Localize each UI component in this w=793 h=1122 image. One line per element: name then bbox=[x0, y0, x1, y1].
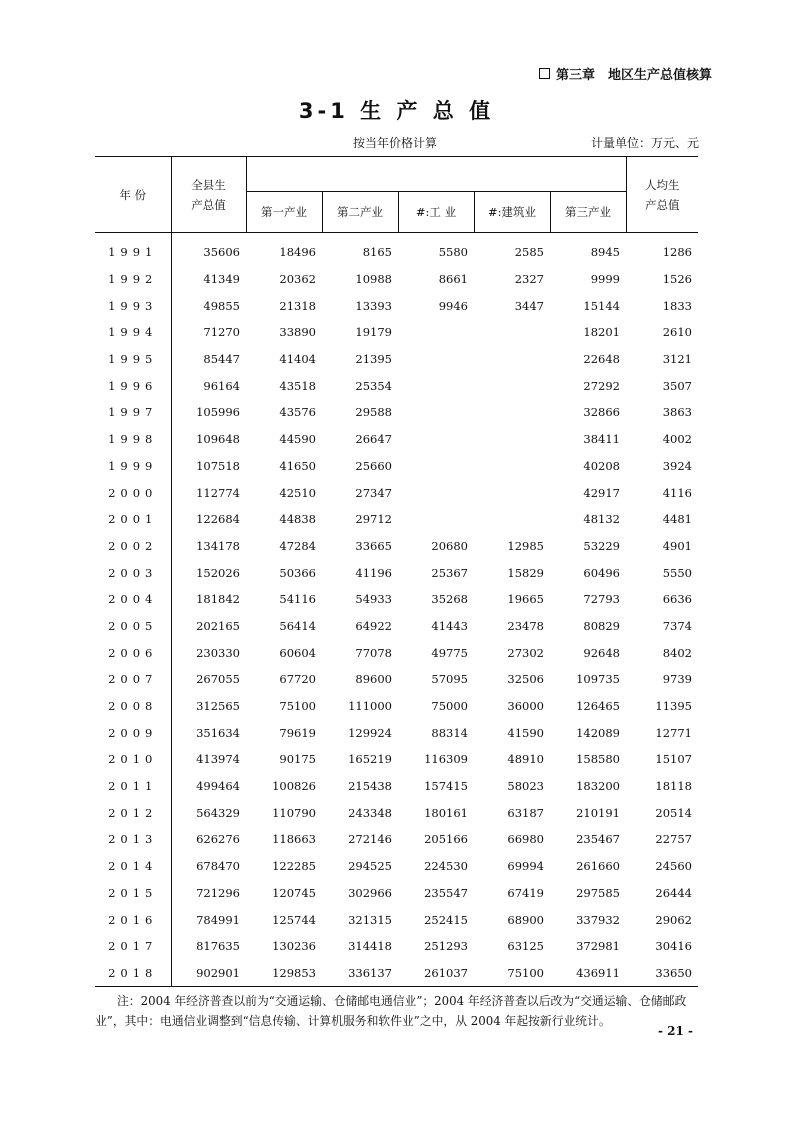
cell-ind bbox=[398, 399, 474, 426]
cell-gdp: 112774 bbox=[196, 485, 240, 500]
cell-ind: 41443 bbox=[431, 618, 468, 633]
cell-p2: 29588 bbox=[355, 405, 392, 420]
cell-year: 2006 bbox=[95, 639, 171, 666]
cell-p1: 100826 bbox=[272, 779, 316, 794]
cell-ind: 5580 bbox=[438, 245, 468, 260]
cell-p2: 294525 bbox=[348, 859, 392, 874]
cell-pc: 3507 bbox=[662, 378, 692, 393]
cell-p2: 13393 bbox=[355, 298, 392, 313]
cell-p2: 8165 bbox=[362, 245, 392, 260]
cell-p2: 165219 bbox=[348, 752, 392, 767]
cell-con: 41590 bbox=[507, 725, 544, 740]
header-percap bbox=[626, 157, 698, 233]
header-year: 年 份 bbox=[95, 157, 171, 233]
cell-year: 2001 bbox=[95, 506, 171, 533]
cell-con: 2327 bbox=[514, 272, 544, 287]
cell-p2: 25354 bbox=[355, 378, 392, 393]
header-primary: 第一产业 bbox=[246, 192, 322, 233]
cell-con bbox=[474, 479, 550, 506]
cell-gdp: 96164 bbox=[203, 378, 240, 393]
header-gdp bbox=[171, 157, 246, 233]
cell-gdp: 784991 bbox=[196, 912, 240, 927]
cell-pc: 12771 bbox=[655, 725, 692, 740]
cell-con: 32506 bbox=[507, 672, 544, 687]
cell-year: 2016 bbox=[95, 906, 171, 933]
cell-p1: 118663 bbox=[272, 832, 316, 847]
cell-p3: 297585 bbox=[576, 885, 620, 900]
cell-pc: 29062 bbox=[655, 912, 692, 927]
cell-year: 2014 bbox=[95, 853, 171, 880]
cell-p2: 314418 bbox=[348, 939, 392, 954]
cell-p2: 321315 bbox=[348, 912, 392, 927]
cell-year: 2007 bbox=[95, 666, 171, 693]
cell-p2: 26647 bbox=[355, 432, 392, 447]
cell-p3: 22648 bbox=[583, 352, 620, 367]
cell-p1: 42510 bbox=[279, 485, 316, 500]
cell-p3: 142089 bbox=[576, 725, 620, 740]
cell-ind: 8661 bbox=[438, 272, 468, 287]
cell-ind: 35268 bbox=[431, 592, 468, 607]
cell-p3: 235467 bbox=[576, 832, 620, 847]
cell-pc: 9739 bbox=[662, 672, 692, 687]
table-row bbox=[95, 960, 698, 987]
cell-con: 58023 bbox=[507, 779, 544, 794]
cell-pc: 4116 bbox=[662, 485, 692, 500]
cell-year: 1996 bbox=[95, 372, 171, 399]
table-row bbox=[95, 372, 698, 399]
cell-p1: 41650 bbox=[279, 458, 316, 473]
cell-p1: 79619 bbox=[279, 725, 316, 740]
cell-gdp: 107518 bbox=[196, 458, 240, 473]
cell-con: 63187 bbox=[507, 805, 544, 820]
cell-p3: 183200 bbox=[576, 779, 620, 794]
cell-con: 68900 bbox=[507, 912, 544, 927]
cell-ind: 205166 bbox=[424, 832, 468, 847]
cell-pc: 20514 bbox=[655, 805, 692, 820]
cell-p2: 77078 bbox=[355, 645, 392, 660]
cell-p2: 215438 bbox=[348, 779, 392, 794]
cell-con: 48910 bbox=[507, 752, 544, 767]
cell-p3: 337932 bbox=[576, 912, 620, 927]
cell-gdp: 678470 bbox=[196, 859, 240, 874]
cell-p3: 48132 bbox=[583, 512, 620, 527]
cell-gdp: 721296 bbox=[196, 885, 240, 900]
table-row bbox=[95, 233, 698, 266]
table-row bbox=[95, 319, 698, 346]
cell-p1: 18496 bbox=[279, 245, 316, 260]
cell-year: 1999 bbox=[95, 453, 171, 480]
cell-p2: 89600 bbox=[355, 672, 392, 687]
cell-ind: 9946 bbox=[438, 298, 468, 313]
cell-year: 2000 bbox=[95, 479, 171, 506]
cell-p3: 109735 bbox=[576, 672, 620, 687]
cell-con: 3447 bbox=[514, 298, 544, 313]
cell-pc: 7374 bbox=[662, 618, 692, 633]
cell-con: 36000 bbox=[507, 699, 544, 714]
cell-year: 2013 bbox=[95, 826, 171, 853]
table-row bbox=[95, 453, 698, 480]
cell-gdp: 267055 bbox=[196, 672, 240, 687]
cell-gdp: 35606 bbox=[203, 245, 240, 260]
cell-con: 75100 bbox=[507, 965, 544, 980]
cell-p2: 302966 bbox=[348, 885, 392, 900]
header-gdp-line1: 全县生 bbox=[191, 177, 226, 192]
header-percap-line1: 人均生 bbox=[645, 177, 680, 192]
cell-p1: 67720 bbox=[279, 672, 316, 687]
cell-con: 27302 bbox=[507, 645, 544, 660]
cell-p1: 110790 bbox=[272, 805, 316, 820]
cell-pc: 4002 bbox=[662, 432, 692, 447]
unit-label: 计量单位：万元、元 bbox=[590, 136, 699, 150]
cell-gdp: 202165 bbox=[196, 618, 240, 633]
cell-p1: 44590 bbox=[279, 432, 316, 447]
cell-p1: 90175 bbox=[279, 752, 316, 767]
cell-p3: 18201 bbox=[583, 325, 620, 340]
cell-con bbox=[474, 319, 550, 346]
cell-p3: 92648 bbox=[583, 645, 620, 660]
cell-p1: 47284 bbox=[279, 538, 316, 553]
cell-p3: 15144 bbox=[583, 298, 620, 313]
table-row bbox=[95, 613, 698, 640]
table-row bbox=[95, 853, 698, 880]
cell-gdp: 902901 bbox=[196, 965, 240, 980]
cell-p1: 44838 bbox=[279, 512, 316, 527]
cell-p1: 60604 bbox=[279, 645, 316, 660]
cell-p1: 75100 bbox=[279, 699, 316, 714]
cell-p1: 41404 bbox=[279, 352, 316, 367]
cell-p2: 272146 bbox=[348, 832, 392, 847]
cell-pc: 26444 bbox=[655, 885, 692, 900]
cell-ind bbox=[398, 319, 474, 346]
cell-p2: 27347 bbox=[355, 485, 392, 500]
cell-year: 2009 bbox=[95, 719, 171, 746]
cell-con bbox=[474, 506, 550, 533]
table-row bbox=[95, 506, 698, 533]
cell-p2: 243348 bbox=[348, 805, 392, 820]
cell-ind: 20680 bbox=[431, 538, 468, 553]
cell-gdp: 105996 bbox=[196, 405, 240, 420]
cell-ind: 180161 bbox=[424, 805, 468, 820]
cell-pc: 4901 bbox=[662, 538, 692, 553]
cell-con bbox=[474, 453, 550, 480]
cell-con: 23478 bbox=[507, 618, 544, 633]
cell-gdp: 499464 bbox=[196, 779, 240, 794]
table-row bbox=[95, 399, 698, 426]
cell-p1: 21318 bbox=[279, 298, 316, 313]
cell-p2: 21395 bbox=[355, 352, 392, 367]
table-row bbox=[95, 719, 698, 746]
cell-pc: 3924 bbox=[662, 458, 692, 473]
cell-year: 1994 bbox=[95, 319, 171, 346]
cell-p3: 158580 bbox=[576, 752, 620, 767]
cell-year: 1992 bbox=[95, 266, 171, 293]
cell-gdp: 181842 bbox=[196, 592, 240, 607]
cell-pc: 1833 bbox=[662, 298, 692, 313]
cell-ind: 261037 bbox=[424, 965, 468, 980]
cell-year: 2008 bbox=[95, 693, 171, 720]
cell-p3: 126465 bbox=[576, 699, 620, 714]
cell-ind bbox=[398, 426, 474, 453]
cell-p3: 53229 bbox=[583, 538, 620, 553]
cell-ind: 251293 bbox=[424, 939, 468, 954]
cell-gdp: 351634 bbox=[196, 725, 240, 740]
cell-ind: 25367 bbox=[431, 565, 468, 580]
table-row bbox=[95, 426, 698, 453]
table-row bbox=[95, 773, 698, 800]
cell-year: 2005 bbox=[95, 613, 171, 640]
cell-pc: 3863 bbox=[662, 405, 692, 420]
table-row bbox=[95, 533, 698, 560]
cell-p1: 122285 bbox=[272, 859, 316, 874]
cell-ind: 57095 bbox=[431, 672, 468, 687]
cell-year: 2003 bbox=[95, 559, 171, 586]
cell-p2: 29712 bbox=[355, 512, 392, 527]
cell-p3: 40208 bbox=[583, 458, 620, 473]
cell-p2: 25660 bbox=[355, 458, 392, 473]
cell-pc: 1526 bbox=[662, 272, 692, 287]
cell-gdp: 85447 bbox=[203, 352, 240, 367]
gdp-table bbox=[95, 156, 698, 987]
cell-p1: 20362 bbox=[279, 272, 316, 287]
header-spacer bbox=[246, 157, 626, 192]
cell-pc: 2610 bbox=[662, 325, 692, 340]
cell-year: 1997 bbox=[95, 399, 171, 426]
cell-pc: 18118 bbox=[655, 779, 692, 794]
cell-p2: 54933 bbox=[355, 592, 392, 607]
cell-gdp: 626276 bbox=[196, 832, 240, 847]
cell-gdp: 122684 bbox=[196, 512, 240, 527]
cell-pc: 24560 bbox=[655, 859, 692, 874]
cell-p1: 125744 bbox=[272, 912, 316, 927]
cell-p1: 54116 bbox=[279, 592, 316, 607]
cell-p2: 336137 bbox=[348, 965, 392, 980]
cell-pc: 33650 bbox=[655, 965, 692, 980]
cell-p3: 372981 bbox=[576, 939, 620, 954]
cell-p3: 72793 bbox=[583, 592, 620, 607]
cell-p3: 38411 bbox=[583, 432, 620, 447]
cell-pc: 3121 bbox=[662, 352, 692, 367]
cell-p3: 42917 bbox=[583, 485, 620, 500]
cell-con bbox=[474, 372, 550, 399]
header-construction: #:建筑业 bbox=[474, 192, 550, 233]
table-row bbox=[95, 639, 698, 666]
table-row bbox=[95, 746, 698, 773]
cell-ind: 116309 bbox=[424, 752, 468, 767]
cell-p2: 41196 bbox=[355, 565, 392, 580]
cell-con: 12985 bbox=[507, 538, 544, 553]
table-subtitle: 按当年价格计算 bbox=[353, 136, 438, 150]
cell-ind: 235547 bbox=[424, 885, 468, 900]
cell-p2: 64922 bbox=[355, 618, 392, 633]
cell-con: 69994 bbox=[507, 859, 544, 874]
cell-pc: 22757 bbox=[655, 832, 692, 847]
header-industry: #:工 业 bbox=[398, 192, 474, 233]
cell-gdp: 312565 bbox=[196, 699, 240, 714]
cell-ind: 88314 bbox=[431, 725, 468, 740]
cell-p2: 10988 bbox=[355, 272, 392, 287]
table-row bbox=[95, 346, 698, 373]
cell-ind: 224530 bbox=[424, 859, 468, 874]
cell-pc: 11395 bbox=[655, 699, 692, 714]
cell-p2: 19179 bbox=[355, 325, 392, 340]
cell-gdp: 41349 bbox=[203, 272, 240, 287]
cell-ind bbox=[398, 453, 474, 480]
page-title: 3-1 生 产 总 值 bbox=[298, 99, 495, 123]
cell-con: 67419 bbox=[507, 885, 544, 900]
cell-p1: 129853 bbox=[272, 965, 316, 980]
cell-p3: 27292 bbox=[583, 378, 620, 393]
table-row bbox=[95, 693, 698, 720]
cell-ind: 75000 bbox=[431, 699, 468, 714]
cell-con: 19665 bbox=[507, 592, 544, 607]
cell-year: 2017 bbox=[95, 933, 171, 960]
cell-p2: 129924 bbox=[348, 725, 392, 740]
table-row bbox=[95, 906, 698, 933]
table-row bbox=[95, 266, 698, 293]
table-row bbox=[95, 292, 698, 319]
square-icon bbox=[539, 68, 550, 79]
page-number: - 21 - bbox=[657, 1024, 693, 1038]
cell-p3: 261660 bbox=[576, 859, 620, 874]
cell-gdp: 230330 bbox=[196, 645, 240, 660]
table-row bbox=[95, 666, 698, 693]
cell-year: 2002 bbox=[95, 533, 171, 560]
cell-p3: 8945 bbox=[590, 245, 620, 260]
cell-ind: 49775 bbox=[431, 645, 468, 660]
cell-con: 2585 bbox=[514, 245, 544, 260]
cell-con: 63125 bbox=[507, 939, 544, 954]
cell-pc: 1286 bbox=[662, 245, 692, 260]
cell-pc: 30416 bbox=[655, 939, 692, 954]
cell-p1: 56414 bbox=[279, 618, 316, 633]
table-row bbox=[95, 479, 698, 506]
cell-pc: 4481 bbox=[662, 512, 692, 527]
cell-ind bbox=[398, 479, 474, 506]
cell-pc: 6636 bbox=[662, 592, 692, 607]
cell-p3: 9999 bbox=[590, 272, 620, 287]
chapter-header bbox=[539, 64, 712, 83]
cell-con bbox=[474, 426, 550, 453]
cell-p3: 210191 bbox=[576, 805, 620, 820]
cell-year: 2011 bbox=[95, 773, 171, 800]
cell-p3: 436911 bbox=[576, 965, 620, 980]
table-row bbox=[95, 826, 698, 853]
cell-gdp: 109648 bbox=[196, 432, 240, 447]
cell-year: 2012 bbox=[95, 799, 171, 826]
cell-p1: 120745 bbox=[272, 885, 316, 900]
cell-year: 2004 bbox=[95, 586, 171, 613]
cell-con bbox=[474, 399, 550, 426]
table-row bbox=[95, 559, 698, 586]
cell-ind: 157415 bbox=[424, 779, 468, 794]
cell-ind bbox=[398, 372, 474, 399]
cell-con bbox=[474, 346, 550, 373]
table-row bbox=[95, 799, 698, 826]
cell-gdp: 152026 bbox=[196, 565, 240, 580]
cell-p2: 33665 bbox=[355, 538, 392, 553]
cell-p3: 60496 bbox=[583, 565, 620, 580]
cell-gdp: 817635 bbox=[196, 939, 240, 954]
header-gdp-line2: 产总值 bbox=[191, 197, 226, 212]
cell-p1: 43518 bbox=[279, 378, 316, 393]
cell-gdp: 71270 bbox=[203, 325, 240, 340]
cell-p1: 43576 bbox=[279, 405, 316, 420]
cell-year: 1993 bbox=[95, 292, 171, 319]
cell-p1: 50366 bbox=[279, 565, 316, 580]
header-percap-line2: 产总值 bbox=[645, 197, 680, 212]
header-tertiary: 第三产业 bbox=[550, 192, 626, 233]
cell-p3: 32866 bbox=[583, 405, 620, 420]
cell-ind: 252415 bbox=[424, 912, 468, 927]
table-body bbox=[95, 233, 698, 987]
table-row bbox=[95, 933, 698, 960]
header-secondary: 第二产业 bbox=[322, 192, 398, 233]
table-row bbox=[95, 880, 698, 907]
cell-ind bbox=[398, 346, 474, 373]
footnote: 注：2004 年经济普查以前为“交通运输、仓储邮电通信业”；2004 年经济普查以后改为“交通运输、仓储邮政业”，其中：电通信业调整到“信息传输、计算机服务和软件业”之中，从 2004 年起按新行业统计。 bbox=[95, 994, 687, 1028]
cell-ind bbox=[398, 506, 474, 533]
cell-gdp: 49855 bbox=[203, 298, 240, 313]
cell-p3: 80829 bbox=[583, 618, 620, 633]
cell-con: 15829 bbox=[507, 565, 544, 580]
cell-year: 2018 bbox=[95, 960, 171, 987]
cell-gdp: 564329 bbox=[196, 805, 240, 820]
cell-year: 1995 bbox=[95, 346, 171, 373]
cell-con: 66980 bbox=[507, 832, 544, 847]
cell-year: 2015 bbox=[95, 880, 171, 907]
cell-year: 1998 bbox=[95, 426, 171, 453]
chapter-title: 第三章 地区生产总值核算 bbox=[556, 68, 713, 83]
cell-p2: 111000 bbox=[348, 699, 392, 714]
table-row bbox=[95, 586, 698, 613]
cell-year: 2010 bbox=[95, 746, 171, 773]
cell-p1: 130236 bbox=[272, 939, 316, 954]
cell-year: 1991 bbox=[95, 233, 171, 266]
cell-pc: 8402 bbox=[662, 645, 692, 660]
cell-gdp: 134178 bbox=[196, 538, 240, 553]
cell-pc: 15107 bbox=[655, 752, 692, 767]
cell-gdp: 413974 bbox=[196, 752, 240, 767]
cell-p1: 33890 bbox=[279, 325, 316, 340]
cell-pc: 5550 bbox=[662, 565, 692, 580]
